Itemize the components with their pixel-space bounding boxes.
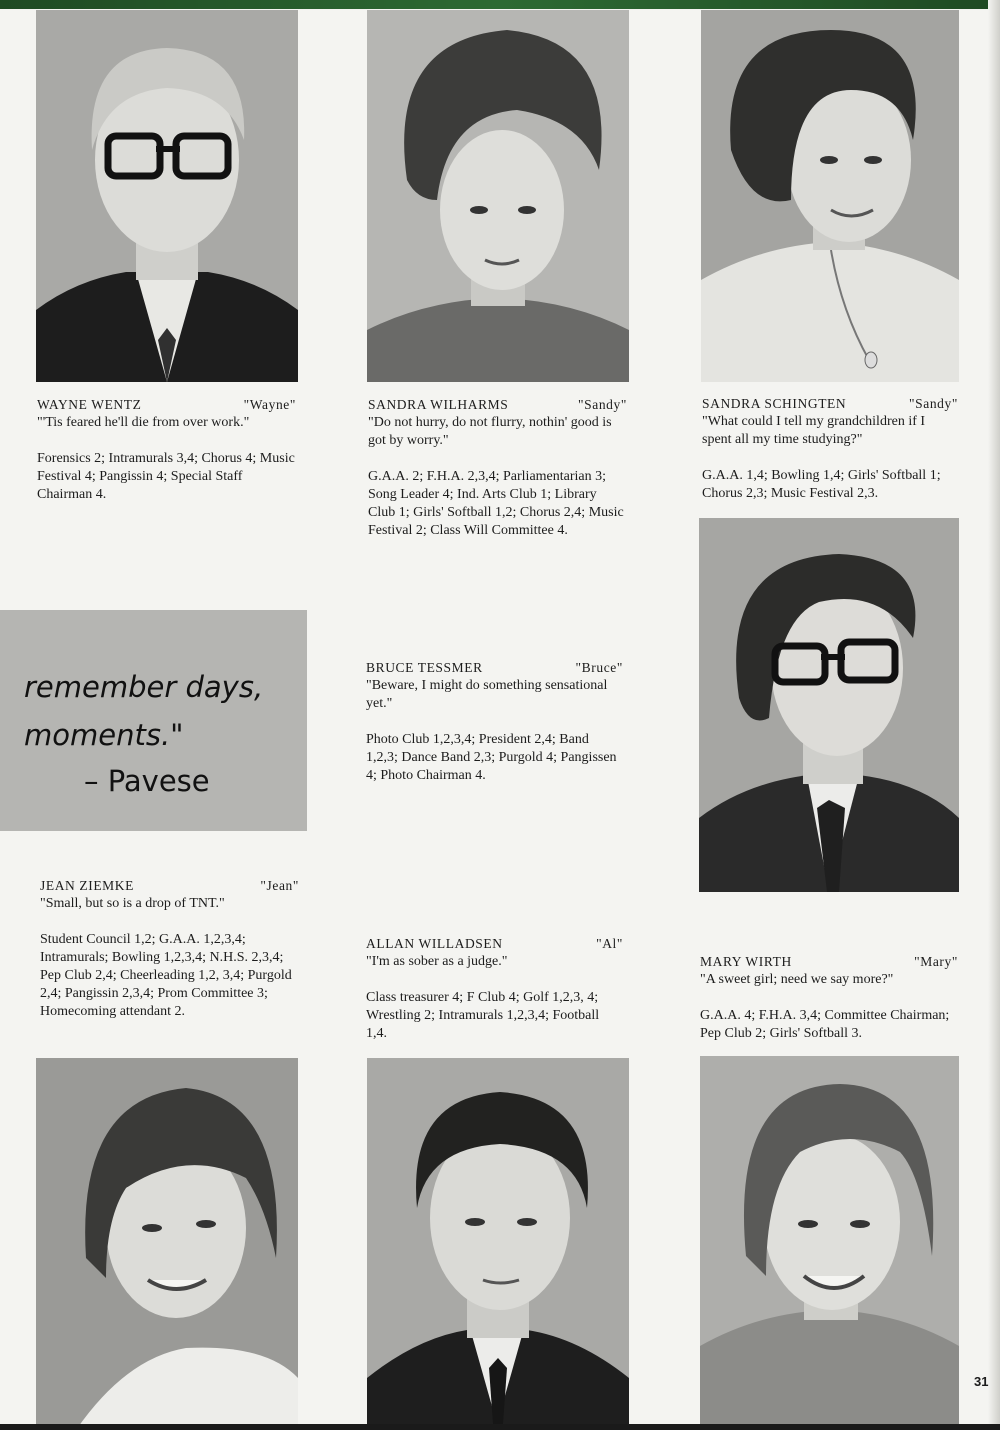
bio-jean-ziemke bbox=[40, 877, 299, 1021]
bio-allan-willadsen bbox=[366, 935, 623, 1043]
student-nickname: "Jean" bbox=[260, 878, 299, 893]
student-name: ALLAN WILLADSEN bbox=[366, 936, 503, 951]
portrait-wayne-wentz bbox=[36, 10, 298, 382]
student-quote: "'Tis feared he'll die from over work." bbox=[37, 415, 250, 430]
quote-callout bbox=[0, 610, 307, 831]
portrait-mary-wirth bbox=[700, 1056, 959, 1424]
student-activities: G.A.A. 4; F.H.A. 3,4; Committee Chairman; Pep Club 2; Girls' Softball 3. bbox=[700, 1008, 950, 1041]
bio-sandra-wilharms bbox=[368, 396, 627, 540]
right-edge bbox=[988, 0, 1000, 1430]
portrait-bruce-tessmer bbox=[699, 518, 959, 892]
student-quote: "Beware, I might do something sensational yet." bbox=[366, 678, 608, 711]
student-nickname: "Mary" bbox=[914, 954, 958, 969]
student-name: SANDRA SCHINGTEN bbox=[702, 396, 847, 411]
student-nickname: "Bruce" bbox=[575, 660, 623, 675]
bio-sandra-schingten bbox=[702, 395, 958, 503]
callout-line-2: moments." bbox=[24, 718, 184, 752]
student-quote: "Small, but so is a drop of TNT." bbox=[40, 896, 225, 911]
student-activities: G.A.A. 2; F.H.A. 2,3,4; Parliamentarian 3; Song Leader 4; Ind. Arts Club 1; Library Club 1; Girls' Softball 1,2; Chorus 2,4; Music Festival 2; Class Will Committee 4. bbox=[368, 469, 624, 538]
student-name: BRUCE TESSMER bbox=[366, 660, 483, 675]
student-quote: "A sweet girl; need we say more?" bbox=[700, 972, 894, 987]
bottom-edge bbox=[0, 1424, 1000, 1430]
portrait-sandra-schingten bbox=[701, 10, 959, 382]
student-quote: "I'm as sober as a judge." bbox=[366, 954, 508, 969]
callout-line-1: remember days, bbox=[24, 670, 264, 704]
student-activities: Student Council 1,2; G.A.A. 1,2,3,4; Intramurals; Bowling 1,2,3,4; N.H.S. 2,3,4; Pep Club 2,4; Cheerleading 1,2, 3,4; Purgold 2,4; Pangissin 2,3,4; Prom Committee 3; Homecoming attendant 2. bbox=[40, 932, 292, 1019]
student-activities: G.A.A. 1,4; Bowling 1,4; Girls' Softball 1; Chorus 2,3; Music Festival 2,3. bbox=[702, 468, 941, 501]
student-activities: Photo Club 1,2,3,4; President 2,4; Band 1,2,3; Dance Band 2,3; Purgold 4; Pangissen 4; Photo Chairman 4. bbox=[366, 732, 617, 783]
student-name: MARY WIRTH bbox=[700, 954, 792, 969]
student-activities: Class treasurer 4; F Club 4; Golf 1,2,3, 4; Wrestling 2; Intramurals 1,2,3,4; Football 1,4. bbox=[366, 990, 600, 1041]
portrait-allan-willadsen bbox=[367, 1058, 629, 1424]
student-nickname: "Sandy" bbox=[578, 397, 627, 412]
student-name: SANDRA WILHARMS bbox=[368, 397, 509, 412]
page-number: 31 bbox=[974, 1374, 989, 1389]
student-nickname: "Al" bbox=[596, 936, 623, 951]
portrait-sandra-wilharms bbox=[367, 10, 629, 382]
student-quote: "What could I tell my grandchildren if I spent all my time studying?" bbox=[702, 414, 926, 447]
student-nickname: "Sandy" bbox=[909, 396, 958, 411]
student-activities: Forensics 2; Intramurals 3,4; Chorus 4; Music Festival 4; Pangissin 4; Special Staff Chairman 4. bbox=[37, 451, 295, 502]
callout-attribution: – Pavese bbox=[84, 764, 210, 798]
bio-wayne-wentz bbox=[37, 396, 296, 504]
student-name: JEAN ZIEMKE bbox=[40, 878, 134, 893]
bio-mary-wirth bbox=[700, 953, 958, 1043]
student-quote: "Do not hurry, do not flurry, nothin' good is got by worry." bbox=[368, 415, 612, 448]
student-name: WAYNE WENTZ bbox=[37, 397, 142, 412]
student-nickname: "Wayne" bbox=[243, 397, 296, 412]
top-edge bbox=[0, 0, 1000, 9]
bio-bruce-tessmer bbox=[366, 659, 623, 785]
portrait-jean-ziemke bbox=[36, 1058, 298, 1430]
